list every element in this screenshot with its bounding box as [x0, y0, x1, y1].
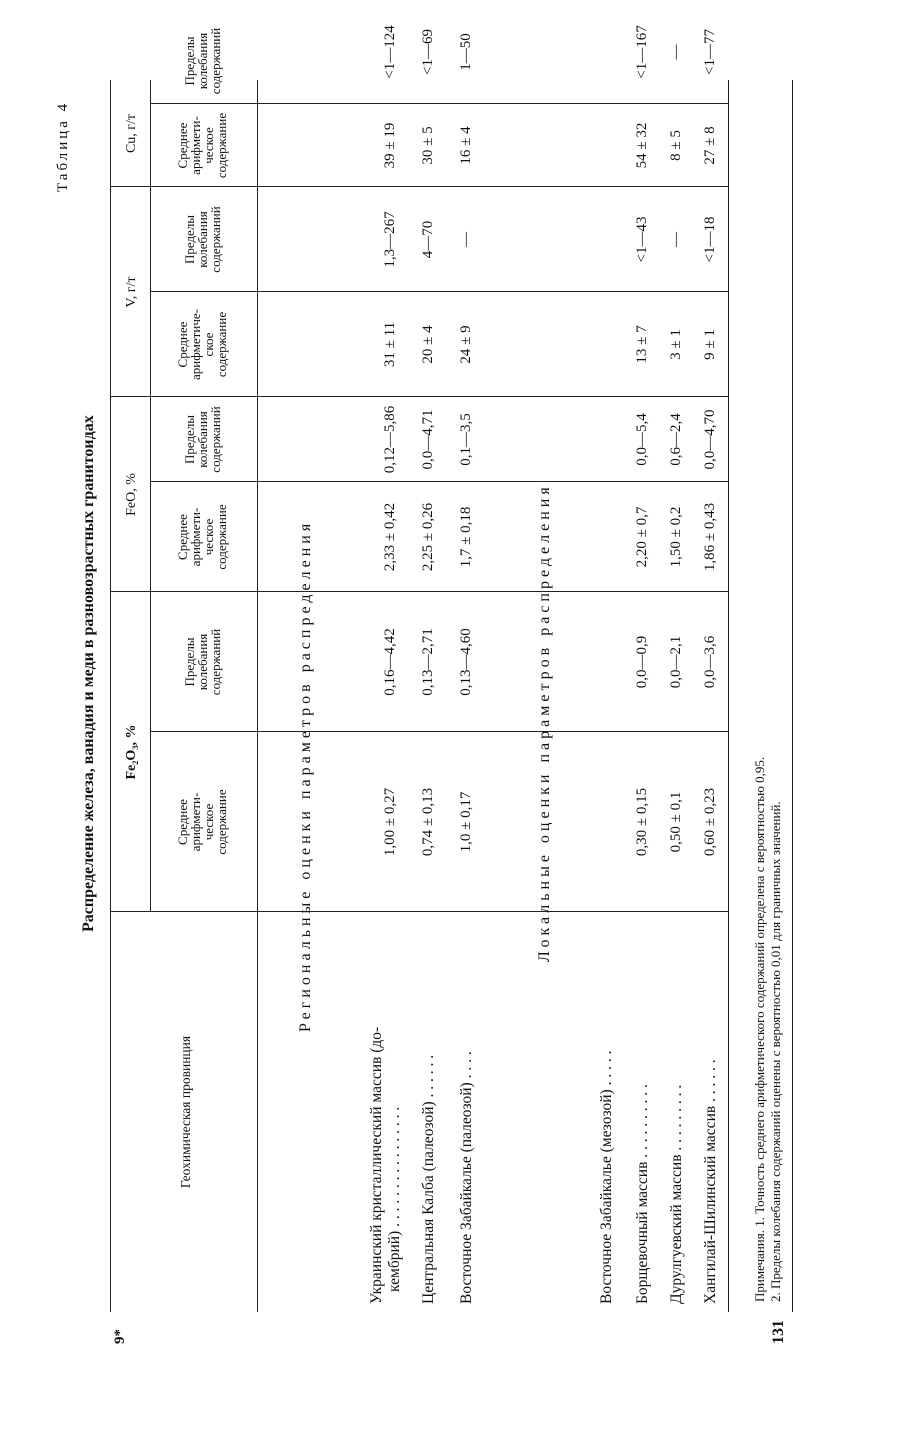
cell-feo-mean: 2,20 ± 0,7 — [634, 506, 650, 568]
table-row-name: Центральная Калба (палеозой) . . . . . . — [420, 1054, 437, 1304]
cell-v-mean: 9 ± 1 — [702, 329, 718, 360]
cell-v-mean: 31 ± 11 — [382, 321, 398, 368]
page-bottom-rule — [792, 80, 793, 1312]
cell-cu-range: 1—50 — [458, 33, 474, 71]
cell-v-mean: 3 ± 1 — [668, 329, 684, 360]
cell-cu-range: <1—167 — [634, 25, 650, 79]
cell-fe2o3-range: 0,13—2,71 — [420, 628, 436, 696]
cell-v-range: <1—18 — [702, 216, 718, 263]
cell-feo-range: 0,0—4,71 — [420, 409, 436, 470]
subheader-cu-mean: Среднее арифмети- ческое содержание — [175, 112, 229, 179]
subheader-feo-range: Пределы колебания содержаний — [182, 406, 223, 473]
subheader-cu-range: Пределы колебания содержаний — [182, 27, 223, 95]
cell-v-range: — — [668, 232, 684, 247]
cell-feo-mean: 2,33 ± 0,42 — [382, 502, 398, 572]
table-row-name: Дурулгуевский массив . . . . . . . . . — [668, 1084, 685, 1304]
cell-cu-range: <1—69 — [420, 29, 436, 75]
header-province: Геохимическая провинция — [178, 1035, 193, 1189]
cell-feo-range: 0,12—5,86 — [382, 405, 398, 474]
cell-fe2o3-mean: 1,00 ± 0,27 — [382, 787, 398, 857]
page-left-number: 9* — [112, 1329, 128, 1344]
table-bottom-rule — [728, 80, 729, 1312]
cell-fe2o3-mean: 0,74 ± 0,13 — [420, 787, 436, 857]
cell-feo-mean: 2,25 ± 0,26 — [420, 502, 436, 572]
cell-fe2o3-mean: 0,60 ± 0,23 — [702, 787, 718, 857]
table-row-name-cont: кембрий) . . . . . . . . . . . . . . . . — [386, 1106, 403, 1292]
cell-v-range: 1,3—267 — [382, 211, 398, 268]
cell-cu-mean: 30 ± 5 — [420, 126, 436, 165]
table-row-name: Восточное Забайкалье (палеозой) . . . . — [458, 1051, 475, 1304]
subheader-v-mean: Среднее арифметиче- ское содержание — [175, 309, 229, 380]
table-row-name: Хангилай-Шилинский массив . . . . . . — [702, 1059, 719, 1304]
page-number: 131 — [770, 1320, 787, 1344]
cell-cu-mean: 39 ± 19 — [382, 122, 398, 169]
cell-feo-range: 0,6—2,4 — [668, 413, 684, 466]
cell-cu-mean: 54 ± 32 — [634, 122, 650, 169]
cell-fe2o3-mean: 1,0 ± 0,17 — [458, 791, 474, 853]
cell-feo-mean: 1,86 ± 0,43 — [702, 502, 718, 572]
table-row-name: Борщевочный массив . . . . . . . . . . — [634, 1084, 651, 1304]
cell-v-mean: 20 ± 4 — [420, 325, 436, 364]
table-label: Таблица 4 — [55, 100, 71, 192]
header-mid-rule — [150, 80, 151, 912]
header-v: V, г/т — [124, 276, 139, 308]
cell-feo-mean: 1,7 ± 0,18 — [458, 506, 474, 568]
cell-fe2o3-range: 0,0—2,1 — [668, 635, 684, 689]
table-title: Распределение железа, ванадия и меди в разновозрастных гранитоидах — [80, 415, 97, 932]
cell-v-range: 4—70 — [420, 220, 436, 259]
cell-cu-mean: 8 ± 5 — [668, 130, 684, 161]
header-cu: Cu, г/т — [124, 113, 139, 154]
cell-v-mean: 13 ± 7 — [634, 325, 650, 364]
notes-line-1: Примечания. 1. Точность среднего арифметического содержаний определена с вероятностью 0,95. — [752, 756, 767, 1302]
subheader-v-range: Пределы колебания содержаний — [182, 206, 223, 273]
cell-cu-range: <1—77 — [702, 29, 718, 75]
table-top-rule — [110, 80, 111, 1312]
cell-cu-range: <1—124 — [382, 25, 398, 79]
cell-feo-range: 0,1—3,5 — [458, 413, 474, 466]
cell-fe2o3-range: 0,16—4,42 — [382, 628, 398, 696]
header-bottom-rule — [257, 80, 258, 1312]
section-regional: Региональные оценки параметров распределения — [297, 519, 314, 1032]
section-local: Локальные оценки параметров распределения — [536, 483, 553, 962]
cell-cu-range: — — [668, 44, 684, 60]
cell-fe2o3-range: 0,0—0,9 — [634, 635, 650, 689]
subheader-feo-mean: Среднее арифмети- ческое содержание — [175, 504, 229, 570]
cell-v-mean: 24 ± 9 — [458, 325, 474, 364]
subheader-fe2o3-range: Пределы колебания содержаний — [182, 628, 223, 696]
cell-cu-mean: 16 ± 4 — [458, 126, 474, 165]
cell-fe2o3-mean: 0,50 ± 0,1 — [668, 791, 684, 853]
cell-fe2o3-range: 0,13—4,60 — [458, 628, 474, 696]
cell-fe2o3-mean: 0,30 ± 0,15 — [634, 787, 650, 857]
subheader-fe2o3-mean: Среднее арифмети- ческое содержание — [175, 789, 229, 855]
table-row-name: Восточное Забайкалье (мезозой) . . . . . — [598, 1050, 615, 1304]
header-feo: FeO, % — [124, 473, 139, 516]
cell-cu-mean: 27 ± 8 — [702, 126, 718, 165]
header-fe2o3: Fe₂O₃, % — [124, 724, 139, 780]
cell-fe2o3-range: 0,0—3,6 — [702, 635, 718, 689]
notes-line-2: 2. Пределы колебания содержаний оценены с вероятностью 0,01 для граничных значений. — [768, 801, 783, 1302]
table-row-name: Украинский кристаллический массив (до- — [368, 1026, 385, 1304]
cell-v-range: <1—43 — [634, 216, 650, 263]
cell-v-range: — — [458, 232, 474, 247]
cell-feo-range: 0,0—4,70 — [702, 409, 718, 470]
cell-feo-mean: 1,50 ± 0,2 — [668, 506, 684, 568]
cell-feo-range: 0,0—5,4 — [634, 413, 650, 466]
